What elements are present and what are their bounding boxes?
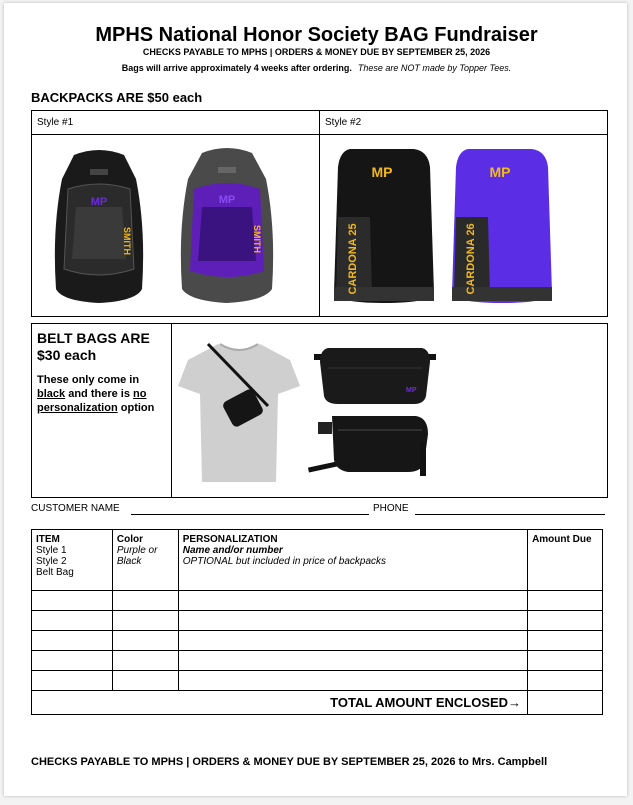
item-cell[interactable]	[32, 591, 113, 611]
belt-bags-price: $30 each	[37, 347, 97, 363]
svg-text:MP: MP	[218, 194, 236, 206]
personalization-cell[interactable]	[178, 671, 527, 691]
belt-bags-box	[31, 323, 608, 498]
customer-name-label: CUSTOMER NAME	[31, 503, 120, 514]
personalization-cell[interactable]	[178, 631, 527, 651]
tshirt-with-belt-bag-image	[178, 338, 300, 486]
vendor-note: These are NOT made by Topper Tees.	[357, 63, 512, 73]
item-column-title: ITEM	[36, 534, 60, 545]
table-row	[32, 631, 603, 651]
amount-header	[528, 530, 603, 591]
table-header-row	[32, 530, 603, 591]
belt-bags-heading-line1: BELT BAGS ARE	[37, 330, 150, 346]
table-row	[32, 671, 603, 691]
color-cell[interactable]	[112, 671, 178, 691]
belt-bag-front-image	[314, 342, 436, 406]
backpacks-box	[31, 110, 608, 317]
phone-label: PHONE	[373, 503, 409, 514]
belt-bags-heading	[37, 330, 150, 364]
item-cell[interactable]	[32, 651, 113, 671]
color-header	[112, 530, 178, 591]
item-cell[interactable]	[32, 611, 113, 631]
item-option: Style 2	[36, 556, 67, 567]
personalization-note: OPTIONAL but included in price of backpacks	[182, 556, 387, 567]
note-text: and there is	[68, 388, 130, 400]
color-cell[interactable]	[112, 591, 178, 611]
item-option: Belt Bag	[36, 567, 74, 578]
svg-text:MP: MP	[371, 164, 393, 180]
svg-text:MP: MP	[406, 387, 417, 394]
amount-cell[interactable]	[528, 611, 603, 631]
total-label: TOTAL AMOUNT ENCLOSED→	[32, 691, 528, 715]
divider	[171, 324, 172, 497]
table-row	[32, 611, 603, 631]
personalization-cell[interactable]	[178, 611, 527, 631]
note-text: These only come in	[37, 374, 140, 386]
style2-black-backpack-image	[330, 147, 438, 305]
order-table	[31, 529, 603, 715]
color-options: Purple or Black	[116, 545, 158, 567]
total-row	[32, 691, 603, 715]
total-amount-cell[interactable]	[528, 691, 603, 715]
style1-purple-backpack-image	[174, 147, 280, 305]
note-no: no	[133, 388, 147, 400]
amount-cell[interactable]	[528, 631, 603, 651]
note-personalization: personalization	[37, 402, 118, 414]
note-black: black	[37, 388, 66, 400]
delivery-note: Bags will arrive approximately 4 weeks after ordering.	[121, 63, 352, 73]
svg-text:MP: MP	[489, 164, 511, 180]
style1-label: Style #1	[37, 117, 74, 128]
table-row	[32, 591, 603, 611]
amount-cell[interactable]	[528, 671, 603, 691]
backpack-name: SMITH	[252, 225, 262, 253]
item-cell[interactable]	[32, 671, 113, 691]
amount-cell[interactable]	[528, 651, 603, 671]
belt-bags-note	[37, 373, 169, 415]
delivery-note-line	[0, 63, 633, 73]
color-cell[interactable]	[112, 651, 178, 671]
customer-info-line	[31, 503, 409, 514]
personalization-header	[178, 530, 527, 591]
personalization-column-title: PERSONALIZATION	[182, 534, 278, 545]
backpack-name: SMITH	[122, 227, 132, 255]
item-header	[32, 530, 113, 591]
logo: MP	[90, 196, 108, 208]
backpack-name: CARDONA 26	[465, 223, 477, 295]
color-column-title: Color	[116, 534, 143, 545]
backpacks-heading: BACKPACKS ARE $50 each	[31, 90, 203, 105]
color-cell[interactable]	[112, 611, 178, 631]
payment-deadline-line: CHECKS PAYABLE TO MPHS | ORDERS & MONEY DUE BY SEPTEMBER 25, 2026	[142, 47, 491, 57]
item-option: Style 1	[36, 545, 67, 556]
customer-name-field[interactable]	[131, 514, 369, 515]
footer-note: CHECKS PAYABLE TO MPHS | ORDERS & MONEY DUE BY SEPTEMBER 25, 2026 to Mrs. Campbell	[31, 756, 548, 768]
divider	[319, 111, 320, 316]
personalization-cell[interactable]	[178, 651, 527, 671]
item-cell[interactable]	[32, 631, 113, 651]
style2-label: Style #2	[325, 117, 362, 128]
page-title: MPHS National Honor Society BAG Fundraiser	[95, 24, 538, 46]
style2-purple-backpack-image	[448, 147, 556, 305]
table-row	[32, 651, 603, 671]
style1-black-backpack-image	[46, 149, 152, 305]
personalization-cell[interactable]	[178, 591, 527, 611]
color-cell[interactable]	[112, 631, 178, 651]
phone-field[interactable]	[415, 514, 605, 515]
amount-cell[interactable]	[528, 591, 603, 611]
amount-column-title: Amount Due	[532, 534, 592, 545]
note-text: option	[120, 402, 155, 414]
personalization-subtitle: Name and/or number	[182, 545, 283, 556]
belt-bag-side-image	[308, 412, 430, 478]
backpack-name: CARDONA 25	[347, 223, 359, 295]
